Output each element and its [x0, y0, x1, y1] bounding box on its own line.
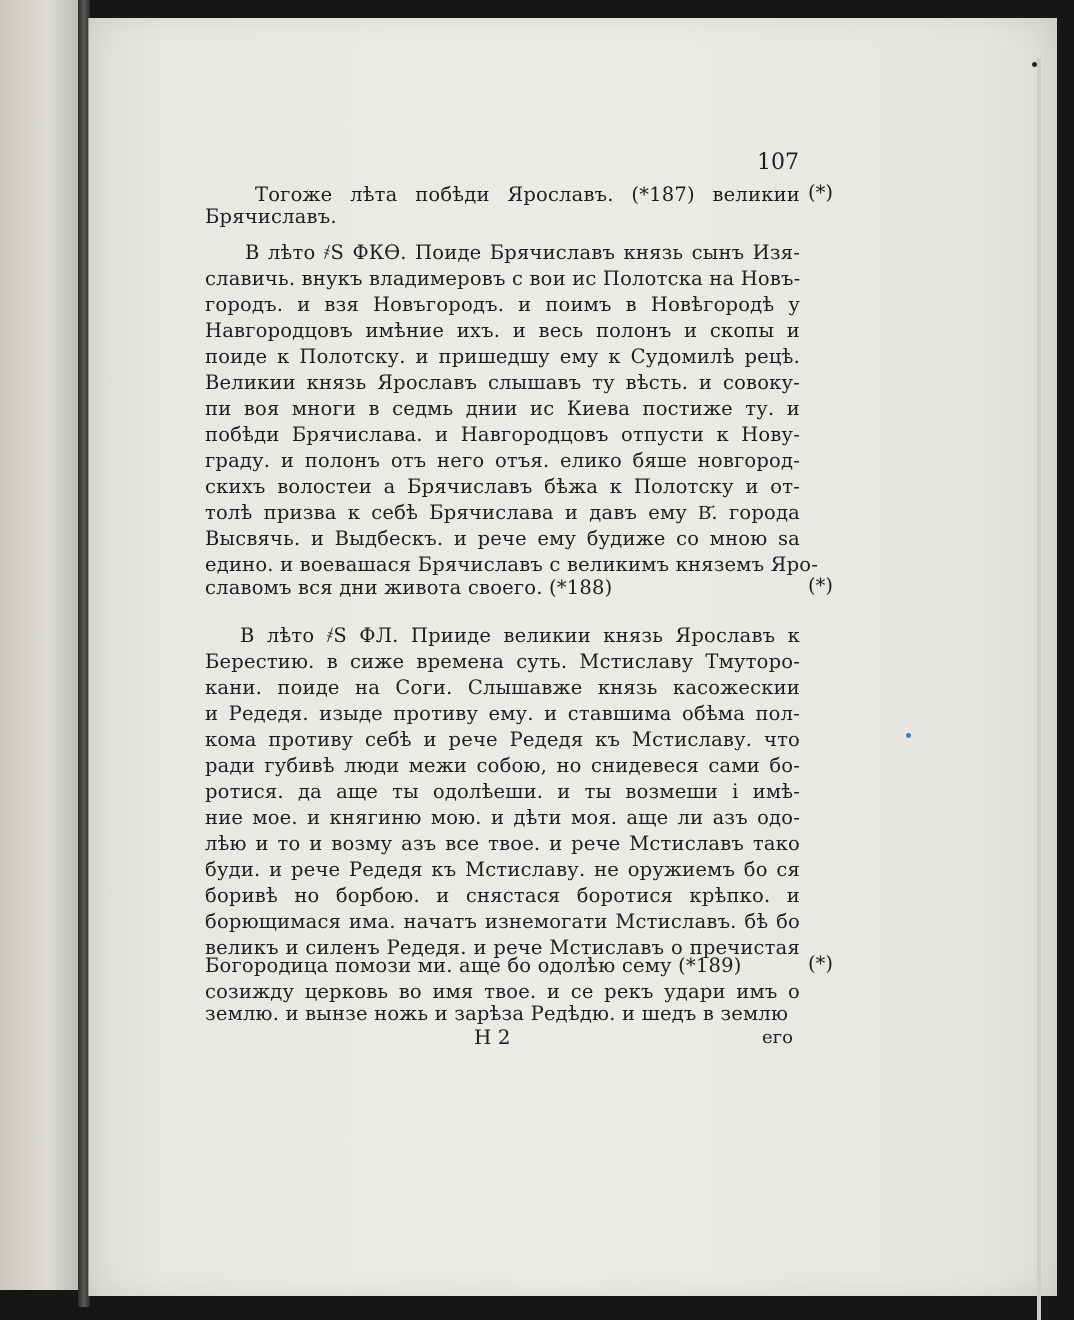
- text-line: славомъ вся дни живота своего. (*188): [205, 576, 613, 599]
- text-line: толѣ призва к себѣ Брячислава и давъ ему В҃. города: [205, 501, 800, 524]
- text-line: ние мое. и княгиню мою. и дѣти моя. аще ли азъ одо-: [205, 806, 800, 829]
- page-edge-shadow: [1037, 58, 1041, 1320]
- blue-spot-mark: [906, 733, 911, 738]
- text-line: великъ и силенъ Редедя. и рече Мстиславъ о пречистая: [205, 936, 800, 959]
- text-line: кани. поиде на Соги. Слышавже князь касожескии: [205, 676, 800, 699]
- spot-mark: [1032, 62, 1037, 67]
- margin-note-mark-188: (*): [808, 574, 833, 597]
- text-line: лѣю и то и возму азъ все твое. и рече Мстиславъ тако: [205, 832, 800, 855]
- text-line: В лѣто ҂Ѕ ФЛ. Прииде великии князь Ярославъ к: [240, 624, 800, 647]
- margin-note-mark-187: (*): [808, 181, 833, 204]
- text-line: Богородица помози ми. аще бо одолѣю сему (*189): [205, 954, 742, 977]
- text-line: буди. и рече Редедя къ Мстиславу. не оружиемъ бо ся: [205, 858, 800, 881]
- text-line: и Редедя. изыде противу ему. и ставшима обѣма пол-: [205, 702, 800, 725]
- page-number: 107: [757, 150, 799, 175]
- signature-mark: Н 2: [474, 1025, 511, 1049]
- text-line: землю. и вынзе ножь и зарѣза Редѣдю. и шедъ в землю: [205, 1002, 789, 1025]
- text-line: В лѣто ҂Ѕ ФКѲ. Поиде Брячиславъ князь сынъ Изя-: [245, 241, 800, 264]
- text-line: едино. и воевашася Брячиславъ с великимъ княземъ Яро-: [205, 553, 819, 576]
- text-line: борющимася има. начатъ изнемогати Мстиславъ. бѣ бо: [205, 910, 800, 933]
- text-line: боривѣ но борбою. и снястася боротися крѣпко. и: [205, 884, 800, 907]
- text-line: поиде к Полотску. и пришедшу ему к Судомилѣ рецѣ.: [205, 345, 800, 368]
- facing-page-edge: [0, 0, 82, 1290]
- text-line: ради губивѣ люди межи собою, но снидевеся сами бо-: [205, 754, 800, 777]
- text-line: созижду церковь во имя твое. и се рекъ удари имъ о: [205, 980, 800, 1003]
- text-line: Навгородцовъ имѣние ихъ. и весь полонъ и скопы и: [205, 319, 800, 342]
- text-line: Брячиславъ.: [205, 205, 337, 228]
- text-line: Высвячь. и Выдбескъ. и рече ему будиже со мною ѕа: [205, 527, 800, 550]
- text-line: Великии князь Ярославъ слышавъ ту вѣсть. и совоку-: [205, 371, 800, 394]
- text-line: городъ. и взя Новъгородъ. и поимъ в Новѣгородѣ у: [205, 293, 800, 316]
- text-line: граду. и полонъ отъ него отъя. елико бяше новгород-: [205, 449, 800, 472]
- text-line: побѣди Брячислава. и Навгородцовъ отпусти к Нову-: [205, 423, 800, 446]
- text-line: Тогоже лѣта побѣди Ярославъ. (*187) великии: [255, 183, 800, 206]
- margin-note-mark-189: (*): [808, 952, 833, 975]
- text-line: кома противу себѣ и рече Редедя къ Мстиславу. что: [205, 728, 800, 751]
- catchword: его: [762, 1027, 793, 1048]
- text-line: ротися. да аще ты одолѣеши. и ты возмеши і имѣ-: [205, 780, 800, 803]
- text-line: пи воя многи в седмь днии ис Киева постиже ту. и: [205, 397, 800, 420]
- text-line: Берестию. в сиже времена суть. Мстиславу Тмуторо-: [205, 650, 800, 673]
- text-line: славичь. внукъ владимеровъ с вои ис Полотска на Новъ-: [205, 267, 801, 290]
- text-line: скихъ волостеи а Брячиславъ бѣжа к Полотску и от-: [205, 475, 800, 498]
